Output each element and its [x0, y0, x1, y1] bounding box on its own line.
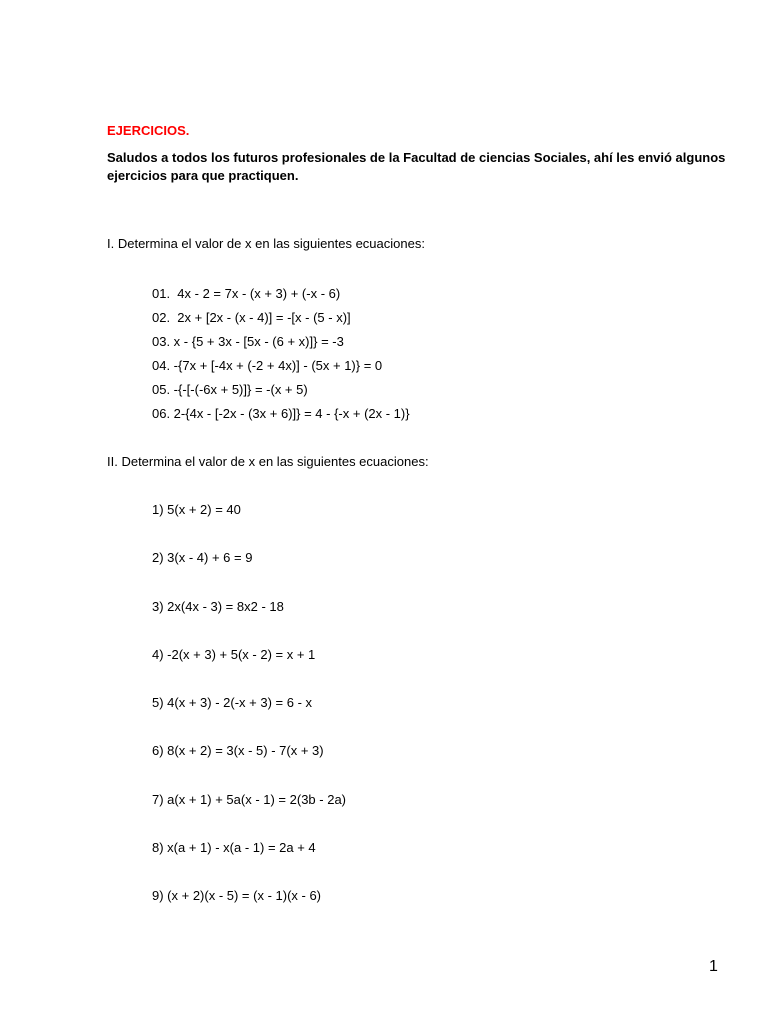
equation-item: 8) x(a + 1) - x(a - 1) = 2a + 4: [152, 840, 316, 855]
equation-item: 3) 2x(4x - 3) = 8x2 - 18: [152, 599, 284, 614]
equation-item: 02. 2x + [2x - (x - 4)] = -[x - (5 - x)]: [152, 310, 351, 325]
equation-item: 01. 4x - 2 = 7x - (x + 3) + (-x - 6): [152, 286, 341, 301]
intro-paragraph: Saludos a todos los futuros profesionales de la Facultad de ciencias Sociales, ahí les envió algunos ejercicios para que practiquen.: [107, 150, 726, 183]
equation-item: 1) 5(x + 2) = 40: [152, 502, 241, 517]
equation-item: 9) (x + 2)(x - 5) = (x - 1)(x - 6): [152, 888, 322, 903]
equation-item: 7) a(x + 1) + 5a(x - 1) = 2(3b - 2a): [152, 792, 346, 807]
section-2-heading: II. Determina el valor de x en las siguientes ecuaciones:: [107, 454, 429, 469]
section-1-heading: I. Determina el valor de x en las siguientes ecuaciones:: [107, 236, 425, 251]
page-number: 1: [709, 958, 718, 975]
equation-item: 5) 4(x + 3) - 2(-x + 3) = 6 - x: [152, 695, 313, 710]
equation-item: 05. -{-[-(-6x + 5)]} = -(x + 5): [152, 382, 308, 397]
equation-item: 4) -2(x + 3) + 5(x - 2) = x + 1: [152, 647, 316, 662]
equation-item: 03. x - {5 + 3x - [5x - (6 + x)]} = -3: [152, 334, 344, 349]
equation-item: 04. -{7x + [-4x + (-2 + 4x)] - (5x + 1)} = 0: [152, 358, 383, 373]
equation-item: 6) 8(x + 2) = 3(x - 5) - 7(x + 3): [152, 743, 324, 758]
equation-item: 2) 3(x - 4) + 6 = 9: [152, 550, 253, 565]
equation-item: 06. 2-{4x - [-2x - (3x + 6)]} = 4 - {-x + (2x - 1)}: [152, 406, 410, 421]
document-title: EJERCICIOS.: [107, 123, 190, 138]
